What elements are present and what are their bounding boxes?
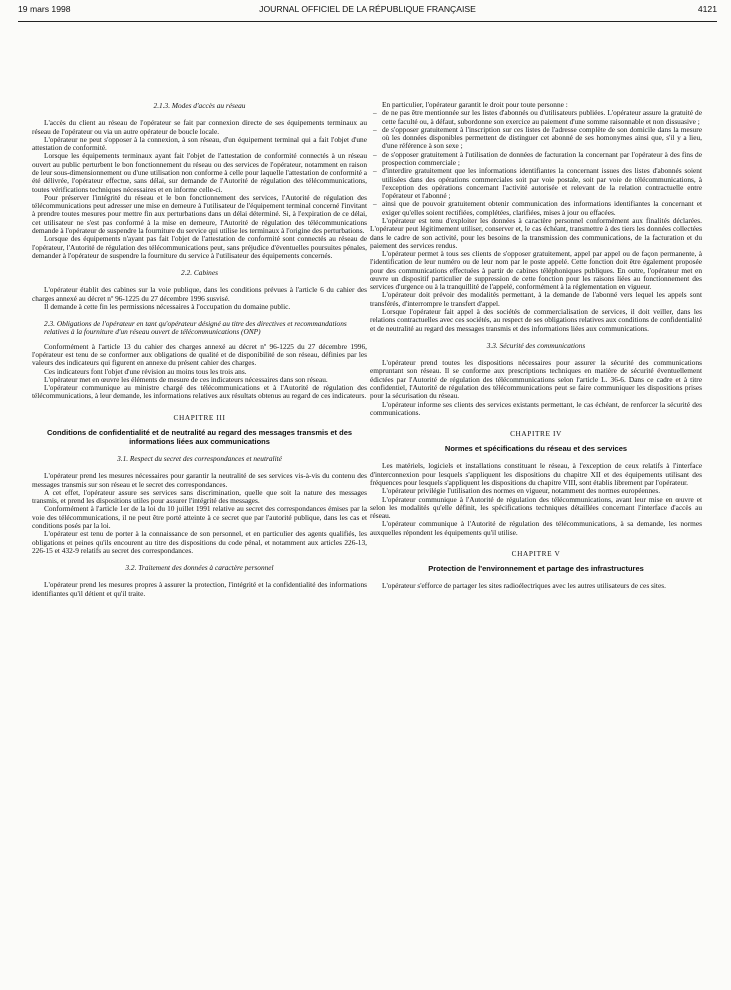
paragraph: L'accès du client au réseau de l'opérateur se fait par connexion directe de ses équipements terminaux au réseau de l'opérateur ou via un autre opérateur de boucle locale. <box>32 118 367 136</box>
rights-list <box>370 109 702 217</box>
section-heading: 3.3. Sécurité des communications <box>486 340 586 350</box>
paragraph: Il demande à cette fin les permissions nécessaires à l'occupation du domaine public. <box>44 301 291 311</box>
page-header <box>18 4 717 18</box>
chapter-title: Normes et spécifications du réseau et des services <box>444 444 628 454</box>
paragraph: L'opérateur communique à l'Autorité de régulation des télécommunications, avant leur mise en œuvre et selon les modalités qu'elle définit, les spécifications techniques détaillées concernant l'interface d'accès au réseau. <box>370 494 702 521</box>
list-item: – d'interdire gratuitement que les informations identifiantes la concernant issues des listes d'abonnés soient utilisées dans des opérations commerciales soit par voie postale, soit par voie de télécommunications, à l'exception des opérations concernant l'activité autorisée et relevant de la relation contractuelle entre l'opérateur et l'abonné ; <box>370 167 702 200</box>
chapter-label: CHAPITRE V <box>511 548 561 558</box>
list-item: – de s'opposer gratuitement à l'inscription sur ces listes de l'adresse complète de son domicile dans la mesure où les données disponibles permettent de distinguer cet abonné de ses homonymes ainsi que, s'il y a lieu, d'une référence à son sexe ; <box>370 126 702 151</box>
paragraph: Lorsque les équipements terminaux ayant fait l'objet de l'attestation de conformité connectés à un réseau ouvert au public perturbent le bon fonctionnement du réseau ou des services de l'opérateur, notamment en raison de leur sous-dimensionnement ou d'une utilisation non conforme à celle pour laquelle l'attestation de conformité a été délivrée, l'opérateur effectue, sans délai, sur demande de l'Autorité de régulation des télécommunications, toutes vérifications techniques nécessaires et en informe celle-ci. <box>32 151 367 194</box>
paragraph: L'opérateur informe ses clients des services existants permettant, le cas échéant, de renforcer la sécurité des communications. <box>370 399 702 417</box>
journal-title: JOURNAL OFFICIEL DE LA RÉPUBLIQUE FRANÇAISE <box>259 4 476 14</box>
paragraph: L'opérateur communique au ministre chargé des télécommunications et à l'Autorité de régulation des télécommunications, à leur demande, les informations relatives aux résultats obtenus au regard de ces indicateurs. <box>32 383 367 401</box>
header-rule <box>18 21 717 22</box>
paragraph: L'opérateur met en œuvre les éléments de mesure de ces indicateurs nécessaires dans son réseau. <box>44 374 328 384</box>
issue-date: 19 mars 1998 <box>18 4 71 14</box>
paragraph: L'opérateur est tenu d'exploiter les données à caractère personnel conformément aux finalités déclarées. L'opérateur peut légitimement utiliser, conserver et, le cas échéant, transmettre à des tiers les données collectées dans le cadre de son activité, pour les besoins de la transmission des communications, de la facturation et du paiement des services rendus. <box>370 215 702 250</box>
paragraph: L'opérateur est tenu de porter à la connaissance de son personnel, et en particulier des agents qualifiés, les obligations et peines qu'ils encourent au titre des dispositions du code pénal, et notamment aux articles 226-13, 226-15 et 432-9 relatifs au secret des correspondances. <box>32 529 367 555</box>
list-item: – de ne pas être mentionnée sur les listes d'abonnés ou d'utilisateurs publiées. L'opérateur assure la gratuité de cette faculté ou, à défaut, subordonne son exercice au paiement d'une somme raisonnable et non dissuasive ; <box>370 109 702 126</box>
paragraph: Ces indicateurs font l'objet d'une révision au moins tous les trois ans. <box>44 366 247 376</box>
paragraph: Lorsque l'opérateur fait appel à des sociétés de commercialisation de services, il doit veiller, dans les relations contractuelles avec ces sociétés, au respect de ses obligations relatives aux conditions de confidentialité et de neutralité au regard des messages transmis et des informations liées aux communications. <box>370 307 702 333</box>
chapter-label: CHAPITRE III <box>173 412 226 422</box>
paragraph: En particulier, l'opérateur garantit le droit pour toute personne : <box>382 100 568 109</box>
page-number: 4121 <box>697 4 717 14</box>
paragraph: Pour préserver l'intégrité du réseau et le bon fonctionnement des services, l'Autorité de régulation des télécommunications peut adresser une mise en demeure à l'utilisateur de l'équipement terminal concerné l'invitant à prendre toutes mesures pour mettre fin aux perturbations dans un délai déterminé. Si, à l'expiration de ce délai, cet utilisateur ne s'est pas conformé à la mise en demeure, l'Autorité de régulation des télécommunications demande à l'opérateur de suspendre la fourniture du service qui utilise les terminaux à l'origine des perturbations. <box>32 192 367 235</box>
paragraph: Conformément à l'article 13 du cahier des charges annexé au décret nº 96-1225 du 27 décembre 1996, l'opérateur est tenu de se conformer aux obligations de qualité et de disponibilité de son réseau, définies par les valeurs des indicateurs qui figurent en annexe du présent cahier des charges. <box>32 341 367 368</box>
chapter-title: Protection de l'environnement et partage des infrastructures <box>428 564 644 574</box>
paragraph: L'opérateur prend les mesures propres à assurer la protection, l'intégrité et la confidentialité des informations identifiantes qu'il détient et qu'il traite. <box>32 580 367 598</box>
section-heading: 2.1.3. Modes d'accès au réseau <box>153 101 246 110</box>
chapter-title: Conditions de confidentialité et de neutralité au regard des messages transmis et des informations liées aux communications <box>46 428 353 446</box>
paragraph: L'opérateur privilégie l'utilisation des normes en vigueur, notamment des normes européennes. <box>382 486 661 496</box>
paragraph: L'opérateur établit des cabines sur la voie publique, dans les conditions prévues à l'article 6 du cahier des charges annexé au décret nº 96-1225 du 27 décembre 1996 susvisé. <box>32 285 367 303</box>
paragraph: L'opérateur prend les mesures nécessaires pour garantir la neutralité de ses services vis-à-vis du contenu des messages transmis sur son réseau et le secret des correspondances. <box>32 471 367 489</box>
section-heading: 2.2. Cabines <box>181 268 218 278</box>
right-column <box>370 101 702 591</box>
list-item: – ainsi que de pouvoir gratuitement obtenir communication des informations identifiantes la concernant et exiger qu'elles soient rectifiées, complétées, clarifiées, mises à jour ou effacées. <box>370 200 702 217</box>
paragraph: L'opérateur doit prévoir des modalités permettant, à la demande de l'abonné vers lequel les appels sont transférés, d'interrompre le transfert d'appel. <box>370 290 702 308</box>
chapter-label: CHAPITRE IV <box>510 429 562 439</box>
paragraph: L'opérateur communique à l'Autorité de régulation des télécommunications, à sa demande, les normes auxquelles répondent les équipements qu'il utilise. <box>370 519 702 537</box>
paragraph: L'opérateur prend toutes les dispositions nécessaires pour assurer la sécurité des communications empruntant son réseau. Il se conforme aux prescriptions techniques en matière de sécurité éventuellement édictées par l'Autorité de régulation des télécommunications selon l'article L. 36-6. Dans ce cadre et à titre confidentiel, l'Autorité de régulation des télécommunications peut se faire communiquer les dispositions prises pour la sécurisation du réseau. <box>370 358 702 401</box>
section-heading: 3.2. Traitement des données à caractère personnel <box>125 563 274 573</box>
paragraph: L'opérateur permet à tous ses clients de s'opposer gratuitement, appel par appel ou de façon permanente, à l'identification de leur numéro ou de leur nom par le poste appelé. Cette fonction doit être également proposée pour des communications effectuées à partir de cabines téléphoniques publiques. En outre, l'opérateur met en œuvre un dispositif particulier de suppression de cette fonction pour les raisons liées au fonctionnement des services d'urgence ou à la tranquillité de l'appelé, conformément à la réglementation en vigueur. <box>370 249 702 292</box>
paragraph: Conformément à l'article 1er de la loi du 10 juillet 1991 relative au secret des correspondances émises par la voie des télécommunications, il ne peut être porté atteinte à ce secret que par l'autorité publique, dans les cas et conditions posés par la loi. <box>32 504 367 530</box>
paragraph: Les matériels, logiciels et installations constituant le réseau, à l'exception de ceux relatifs à l'interface d'interconnexion pour lesquels s'appliquent les dispositions du chapitre XII et des équipements utilisant des fréquences pour lesquels s'appliquent les dispositions du chapitre VIII, sont établis librement par l'opérateur. <box>370 461 702 487</box>
paragraph: L'opérateur s'efforce de partager les sites radioélectriques avec les autres utilisateurs de ces sites. <box>382 581 666 591</box>
section-heading: 3.1. Respect du secret des correspondances et neutralité <box>117 454 282 463</box>
paragraph: Lorsque des équipements n'ayant pas fait l'objet de l'attestation de conformité sont connectés au réseau de l'opérateur, l'Autorité de régulation des télécommunications peut, sans préjudice d'éventuelles poursuites pénales, demander à l'opérateur de suspendre la fourniture du service à l'utilisateur des équipements concernés. <box>32 234 367 260</box>
left-column <box>32 102 367 598</box>
section-heading: 2.3. Obligations de l'opérateur en tant qu'opérateur désigné au titre des directives et recommandations relatives à la fourniture d'un réseau ouvert de télécommunications (ONP) <box>44 319 347 337</box>
paragraph: L'opérateur ne peut s'opposer à la connexion, à son réseau, d'un équipement terminal qui a fait l'objet d'une attestation de conformité. <box>32 134 367 153</box>
list-item: – de s'opposer gratuitement à l'utilisation de données de facturation la concernant par l'opérateur à des fins de prospection commerciale ; <box>370 151 702 168</box>
paragraph: A cet effet, l'opérateur assure ses services sans discrimination, quelle que soit la nature des messages transmis, et prend les dispositions utiles pour assurer l'intégrité des messages. <box>32 487 367 506</box>
